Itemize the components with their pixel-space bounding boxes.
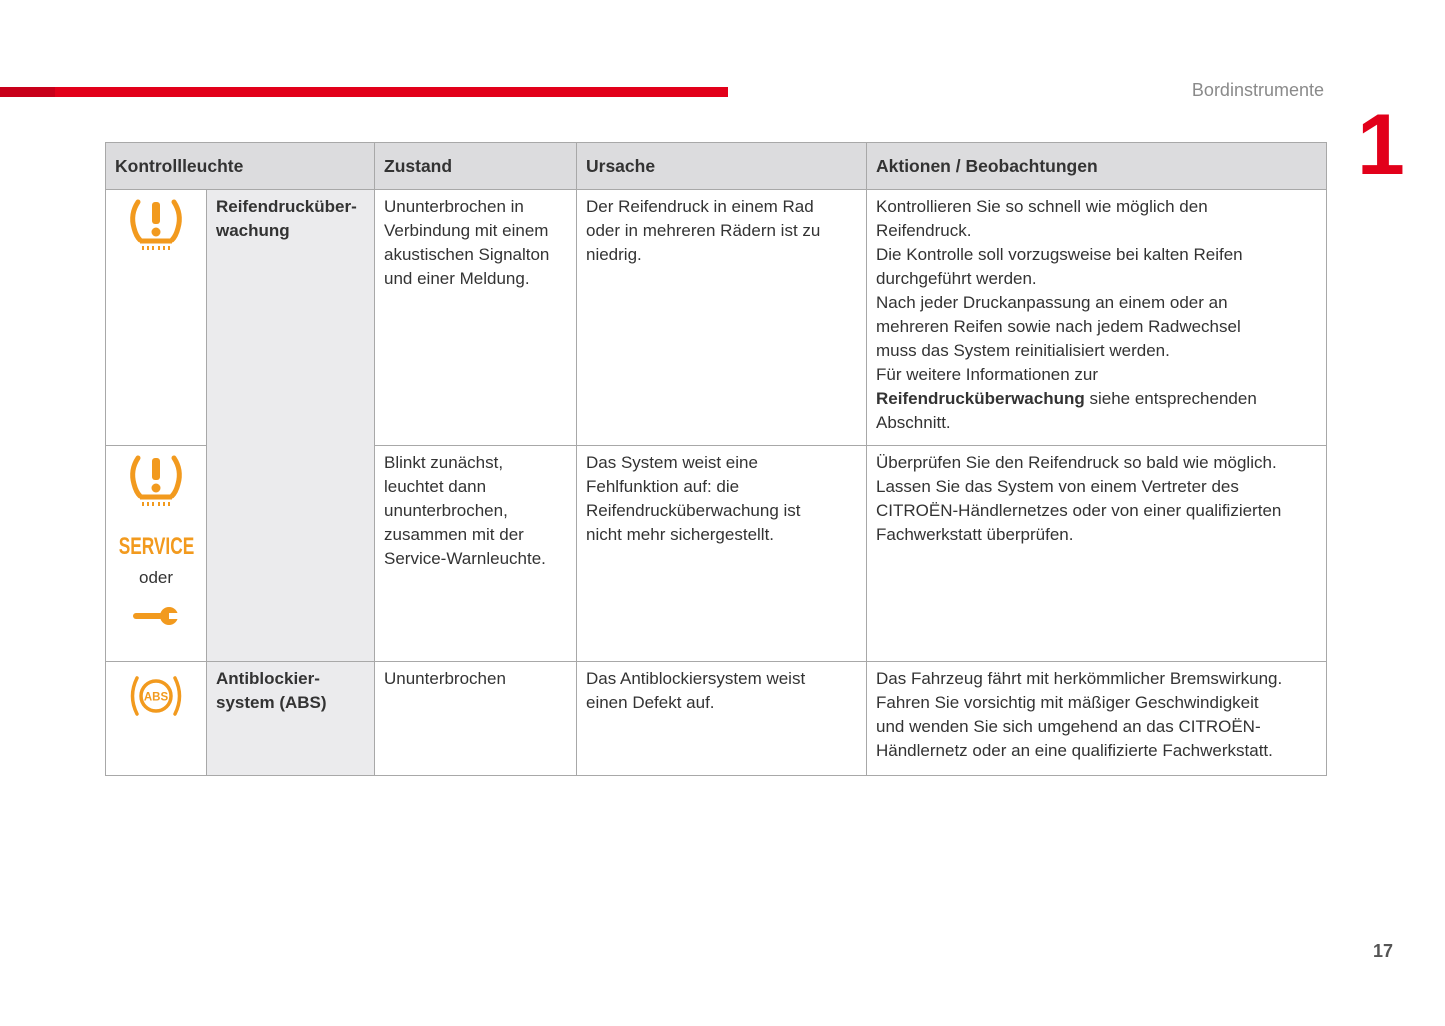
section-title: Bordinstrumente	[1191, 80, 1324, 100]
wrench-icon	[131, 604, 181, 628]
icon-cell	[106, 662, 207, 776]
cause-cell: Der Reifendruck in einem Rad oder in mehreren Rädern ist zu niedrig.	[577, 190, 867, 446]
cause-cell: Das System weist eine Fehlfunktion auf: die Reifendrucküberwachung ist nicht mehr sichergestellt.	[577, 446, 867, 662]
table-header-row	[106, 143, 1327, 190]
header-zustand: Zustand	[375, 143, 577, 190]
service-warning-label: SERVICE	[118, 533, 194, 560]
cause-cell: Das Antiblockiersystem weist einen Defekt auf.	[577, 662, 867, 776]
state-cell: Ununterbrochen	[375, 662, 577, 776]
label-reifendruck: Reifendrucküber- wachung	[207, 190, 375, 662]
icon-cell	[106, 190, 207, 446]
label-abs: Antiblockier- system (ABS)	[207, 662, 375, 776]
or-label: oder	[138, 568, 174, 587]
header-red-bar	[0, 87, 728, 97]
state-cell: Blinkt zunächst, leuchtet dann ununterbrochen, zusammen mit der Service-Warnleuchte.	[375, 446, 577, 662]
action-cell: Kontrollieren Sie so schnell wie möglich den Reifendruck. Die Kontrolle soll vorzugsweise bei kalten Reifen durchgeführt werden. Nach jeder Druckanpassung an einem oder an mehreren Reifen sowie nach jedem Radwechsel muss das System reinitialisiert werden. Für weitere Informationen zur Reifendrucküberwachung siehe entsprechenden Abschnitt.	[867, 190, 1327, 446]
svg-text:ABS: ABS	[143, 691, 169, 704]
page-number: 17	[1373, 941, 1394, 961]
header-red-bar-accent	[0, 87, 55, 97]
reference-bold: Reifendrucküberwachung	[876, 389, 1085, 408]
action-cell: Überprüfen Sie den Reifendruck so bald wie möglich. Lassen Sie das System von einem Vertreter des CITROËN-Händlernetzes oder von einer qualifizierten Fachwerkstatt überprüfen.	[867, 446, 1327, 662]
table-row	[106, 190, 1327, 446]
header-aktionen: Aktionen / Beobachtungen	[867, 143, 1327, 190]
chapter-number: 1	[1357, 97, 1405, 193]
header-kontrollleuchte: Kontrollleuchte	[106, 143, 375, 190]
abs-warning-icon	[128, 674, 184, 718]
icon-cell	[106, 446, 207, 662]
header-ursache: Ursache	[577, 143, 867, 190]
action-cell: Das Fahrzeug fährt mit herkömmlicher Bremswirkung. Fahren Sie vorsichtig mit mäßiger Geschwindigkeit und wenden Sie sich umgehend an das CITROËN- Händlernetz oder an eine qualifizierte Fachwerkstatt.	[867, 662, 1327, 776]
table-row	[106, 662, 1327, 776]
tire-pressure-warning-icon	[126, 450, 186, 510]
warning-lights-table	[105, 142, 1327, 776]
tire-pressure-warning-icon	[126, 194, 186, 254]
state-cell: Ununterbrochen in Verbindung mit einem akustischen Signalton und einer Meldung.	[375, 190, 577, 446]
